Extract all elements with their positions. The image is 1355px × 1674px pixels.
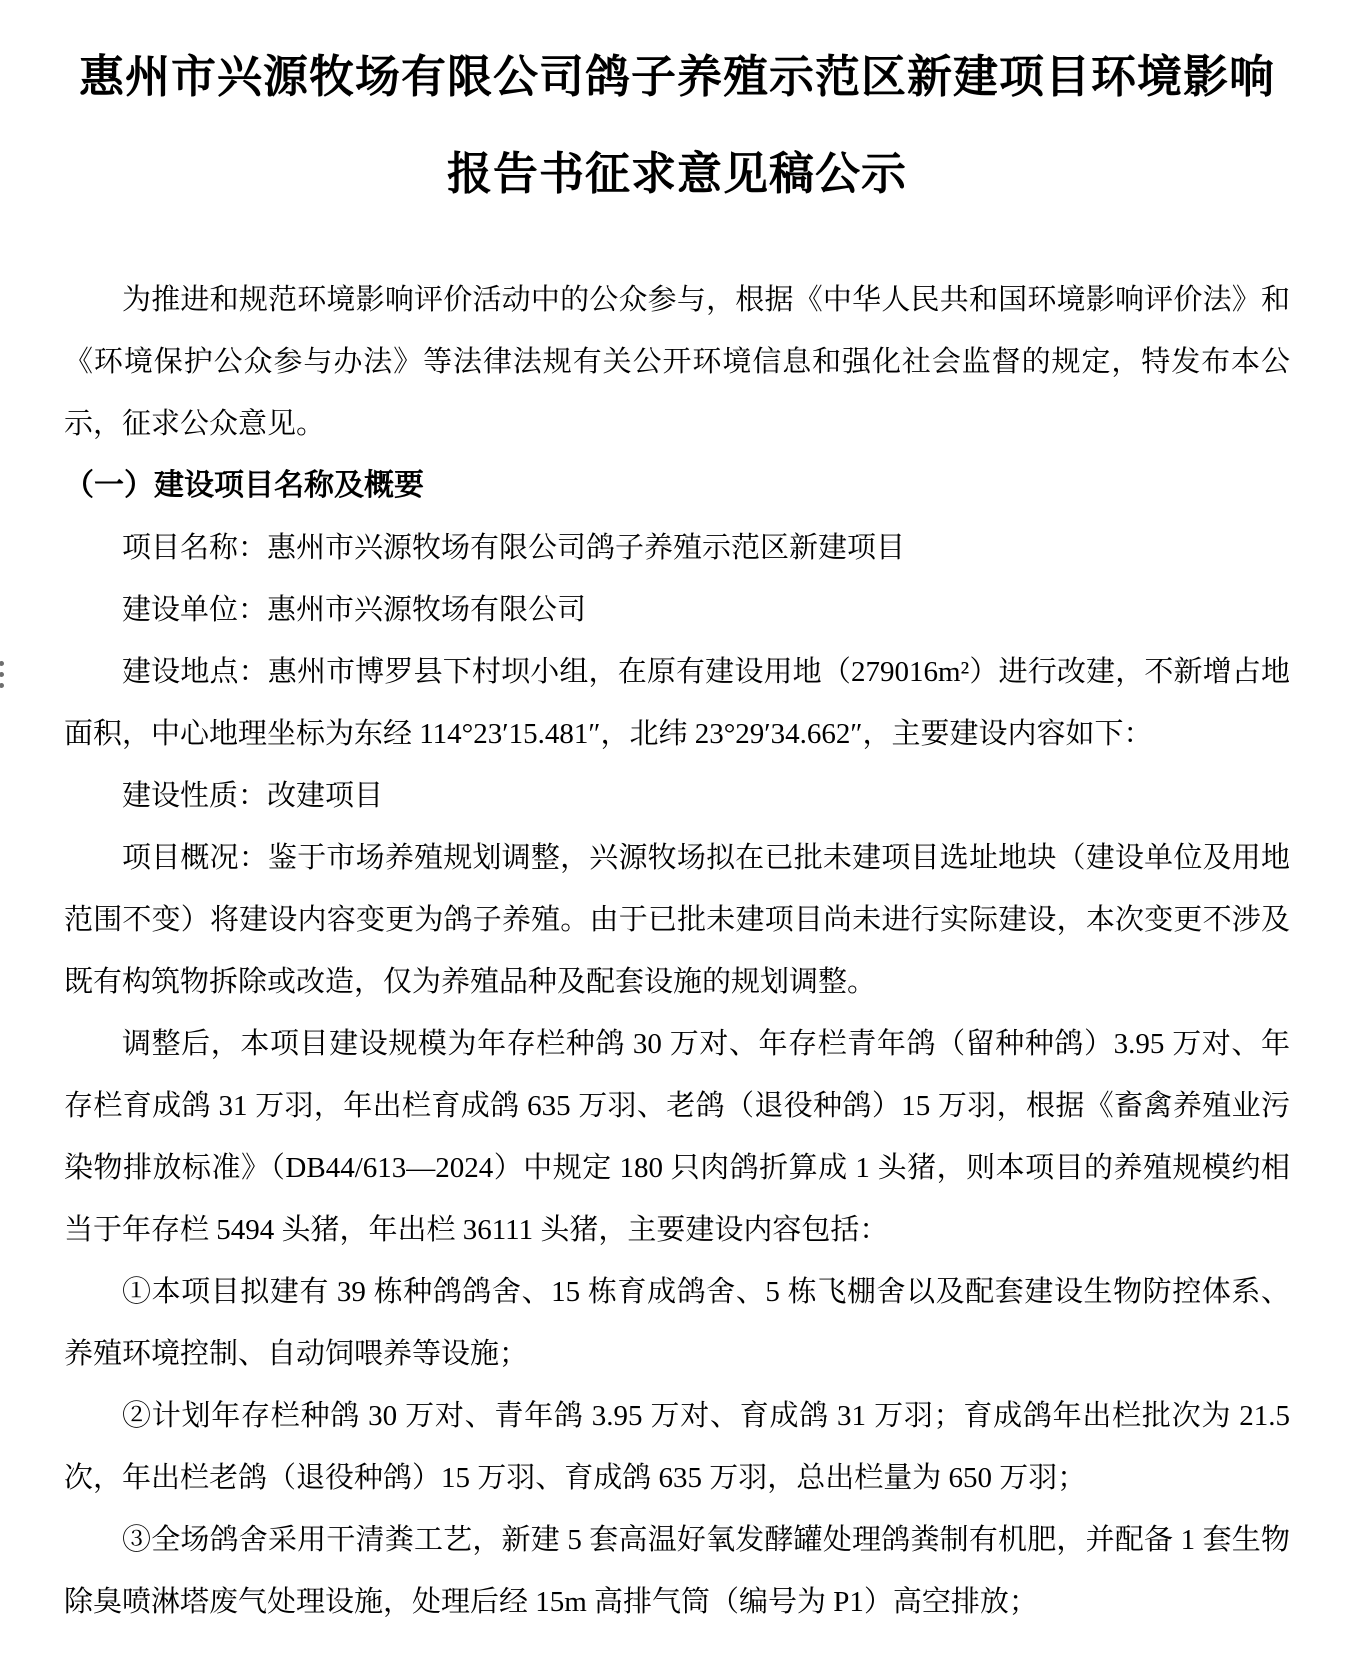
- list-item-3-paragraph: ③全场鸽舍采用干清粪工艺，新建 5 套高温好氧发酵罐处理鸽粪制有机肥，并配备 1 套生物除臭喷淋塔废气处理设施，处理后经 15m 高排气筒（编号为 P1）高空排放；: [64, 1524, 1290, 1618]
- drag-handle-dot: [0, 672, 4, 677]
- document-title-line-1: 惠州市兴源牧场有限公司鸽子养殖示范区新建项目环境影响: [78, 51, 1275, 102]
- intro-paragraph: 为推进和规范环境影响评价活动中的公众参与，根据《中华人民共和国环境影响评价法》和《环境保护公众参与办法》等法律法规有关公开环境信息和强化社会监督的规定，特发布本公示，征求公众意见。: [64, 284, 1290, 440]
- project-name-paragraph: 项目名称：惠州市兴源牧场有限公司鸽子养殖示范区新建项目: [122, 532, 906, 564]
- drag-handle-icon[interactable]: [0, 661, 7, 688]
- drag-handle-dot: [0, 661, 4, 666]
- construction-site-paragraph: 建设地点：惠州市博罗县下村坝小组，在原有建设用地（279016m²）进行改建，不新增占地面积，中心地理坐标为东经 114°23′15.481″，北纬 23°29′34.662″，主要建设内容如下：: [64, 656, 1290, 750]
- drag-handle-dot: [0, 683, 4, 688]
- list-item-1-paragraph: ①本项目拟建有 39 栋种鸽鸽舍、15 栋育成鸽舍、5 栋飞棚舍以及配套建设生物防控体系、养殖环境控制、自动饲喂养等设施；: [64, 1276, 1290, 1370]
- adjusted-scale-paragraph: 调整后，本项目建设规模为年存栏种鸽 30 万对、年存栏青年鸽（留种种鸽）3.95 万对、年存栏育成鸽 31 万羽，年出栏育成鸽 635 万羽、老鸽（退役种鸽）15 万羽，根据《畜禽养殖业污染物排放标准》（DB44/613—2024）中规定 180 只肉鸽折算成 1 头猪，则本项目的养殖规模约相当于年存栏 5494 头猪，年出栏 36111 头猪，主要建设内容包括：: [64, 1028, 1290, 1246]
- document-title-line-2: 报告书征求意见稿公示: [446, 148, 907, 199]
- document-title: [64, 0, 1290, 222]
- list-item-2-paragraph: ②计划年存栏种鸽 30 万对、青年鸽 3.95 万对、育成鸽 31 万羽；育成鸽年出栏批次为 21.5 次，年出栏老鸽（退役种鸽）15 万羽、育成鸽 635 万羽，总出栏量为 650 万羽；: [64, 1400, 1290, 1494]
- construction-nature-paragraph: 建设性质：改建项目: [122, 780, 384, 812]
- project-overview-paragraph: 项目概况：鉴于市场养殖规划调整，兴源牧场拟在已批未建项目选址地块（建设单位及用地范围不变）将建设内容变更为鸽子养殖。由于已批未建项目尚未进行实际建设，本次变更不涉及既有构筑物拆除或改造，仅为养殖品种及配套设施的规划调整。: [64, 842, 1290, 998]
- document-body: [64, 269, 1290, 1633]
- construction-unit-paragraph: 建设单位：惠州市兴源牧场有限公司: [122, 594, 587, 626]
- section-heading-1: （一）建设项目名称及概要: [64, 469, 424, 502]
